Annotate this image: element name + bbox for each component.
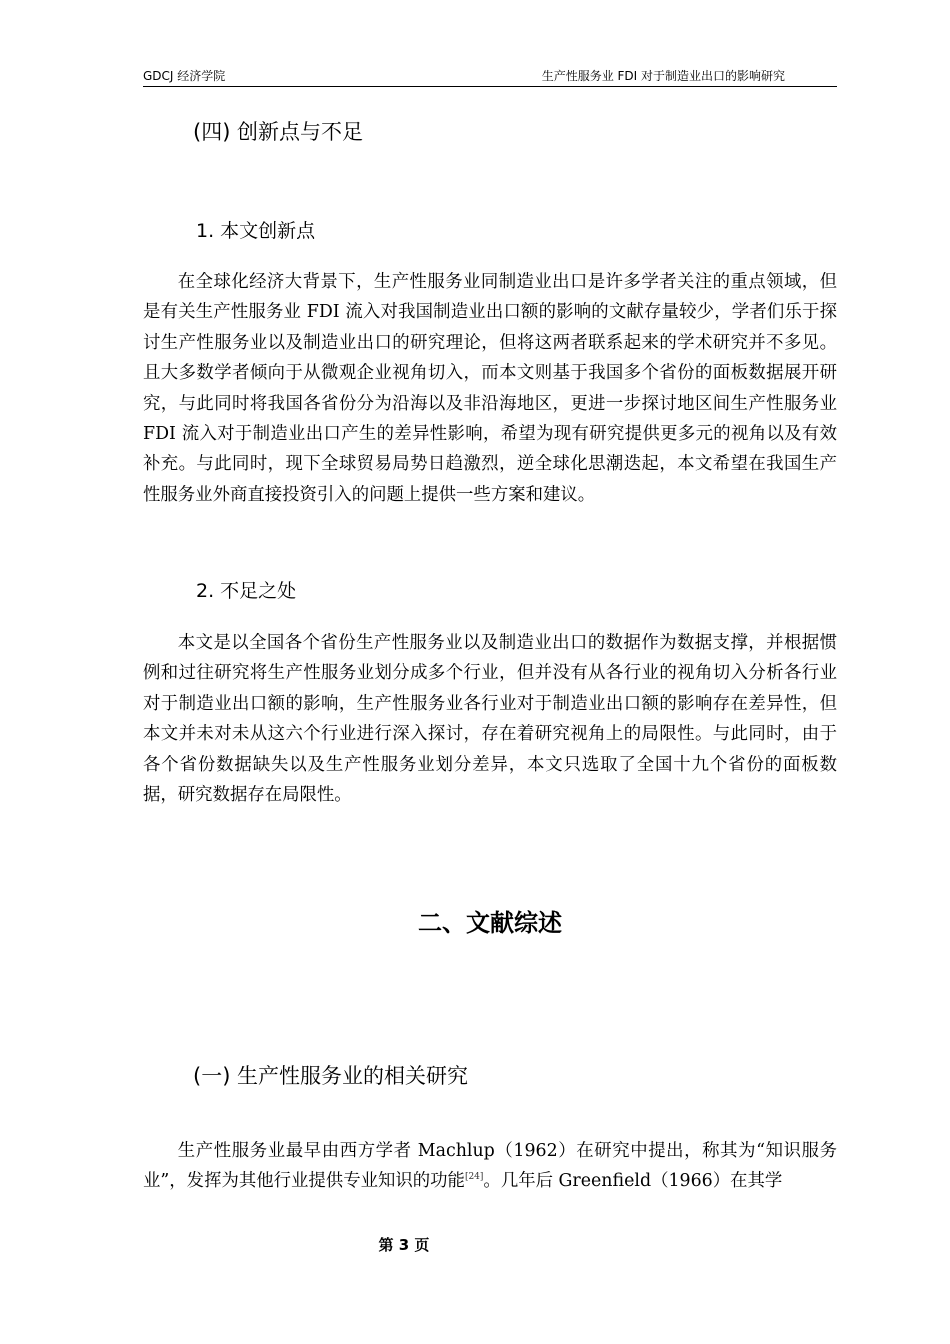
paragraph-shortcomings: 本文是以全国各个省份生产性服务业以及制造业出口的数据作为数据支撑，并根据惯例和过往研究将生产性服务业划分成多个行业，但并没有从各行业的视角切入分析各行业对于制造业出口额的影响，生产性服务业各行业对于制造业出口额的影响存在差异性，但本文并未对未从这六个行业进行深入探讨，存在着研究视角上的局限性。与此同时，由于各个省份数据缺失以及生产性服务业划分差异，本文只选取了全国十九个省份的面板数据，研究数据存在局限性。 — [143, 633, 837, 806]
chapter-heading-literature-review: 二、文献综述 — [418, 909, 562, 937]
subsection-heading-innovation-points: 1. 本文创新点 — [196, 220, 316, 242]
paragraph-producer-services — [143, 1136, 837, 1197]
header-institution: GDCJ 经济学院 — [143, 69, 226, 83]
section-heading-producer-services: (一) 生产性服务业的相关研究 — [193, 1064, 469, 1088]
header-paper-title: 生产性服务业 FDI 对于制造业出口的影响研究 — [541, 69, 785, 83]
paragraph-text-part2: 。几年后 Greenfield（1966）在其学 — [483, 1171, 783, 1192]
page-number: 第 3 页 — [378, 1236, 430, 1254]
section-heading-innovation: (四) 创新点与不足 — [193, 120, 364, 144]
running-header — [143, 68, 837, 87]
paragraph-innovation-points: 在全球化经济大背景下，生产性服务业同制造业出口是许多学者关注的重点领域，但是有关生产性服务业 FDI 流入对我国制造业出口额的影响的文献存量较少，学者们乐于探讨生产性服务业以及制造业出口的研究理论，但将这两者联系起来的学术研究并不多见。且大多数学者倾向于从微观企业视角切入，而本文则基于我国多个省份的面板数据展开研究，与此同时将我国各省份分为沿海以及非沿海地区，更进一步探讨地区间生产性服务业 FDI 流入对于制造业出口产生的差异性影响，希望为现有研究提供更多元的视角以及有效补充。与此同时，现下全球贸易局势日趋激烈，逆全球化思潮迭起，本文希望在我国生产性服务业外商直接投资引入的问题上提供一些方案和建议。 — [143, 272, 837, 505]
paragraph-text-part1: 生产性服务业最早由西方学者 Machlup（1962）在研究中提出，称其为“知识服务业”，发挥为其他行业提供专业知识的功能 — [143, 1141, 837, 1192]
citation-reference[interactable]: [24] — [464, 1172, 484, 1183]
subsection-heading-shortcomings: 2. 不足之处 — [196, 580, 297, 602]
